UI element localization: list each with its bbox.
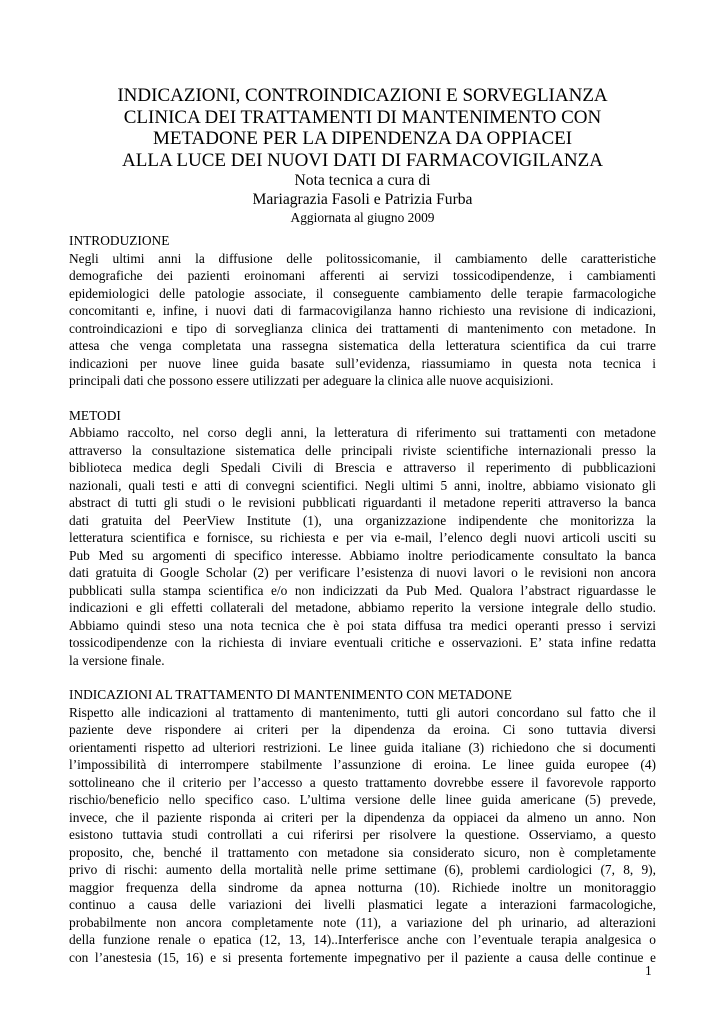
title-line: CLINICA DEI TRATTAMENTI DI MANTENIMENTO CON: [123, 106, 602, 128]
text-line: probabilmente non ancora completamente note (11), a variazione del ph urinario, ad alterazioni: [69, 914, 656, 930]
text-line: l’impossibilità di interrompere stabilmente l’assunzione di eroina. Le linee guida europee (4): [69, 757, 656, 772]
text-line: epidemiologici delle patologie associate, il conseguente cambiamento delle terapie farmacologiche: [69, 285, 656, 301]
text-line: principali dati che possono essere utilizzati per adeguare la clinica alle nuove acquisizioni.: [69, 373, 554, 388]
text-line: con l’anestesia (15, 16) e si presenta fortemente impegnativo per il paziente a causa delle continue e: [69, 949, 656, 965]
text-line: demografiche dei pazienti eroinomani afferenti ai servizi tossicodipendenze, i cambiamenti: [69, 268, 656, 283]
text-line: letteratura scientifica e fornisce, su richiesta e per via e-mail, l’elenco degli nuovi articoli usciti su: [69, 530, 656, 545]
text-line: attesa che venga completata una rassegna sistematica della letteratura scientifica da cui trarre: [69, 338, 656, 353]
page-number: 1: [645, 963, 652, 978]
text-line: proposito, che, benché il trattamento con metadone sia considerato sicuro, non è completamente: [69, 844, 656, 860]
text-line: invece, che il paziente risponda ai criteri per la dipendenza da oppiacei da almeno un anno. Non: [69, 809, 656, 825]
text-line: nazionali, quali testi e atti di convegni scientifici. Negli ultimi 5 anni, inoltre, abbiamo visionato gli: [69, 477, 656, 493]
text-line: maggior frequenza della sindrome da apnea notturna (10). Richiede inoltre un monitoraggio: [69, 879, 656, 895]
document-page: [69, 85, 656, 983]
text-line: Pub Med su argomenti di specifico interesse. Abbiamo inoltre periodicamente consultato la banca: [69, 547, 656, 563]
subtitle-authors: Mariagrazia Fasoli e Patrizia Furba: [252, 191, 473, 208]
text-line: rischio/beneficio nello specifico caso. L’ultima versione delle linee guida americane (5) prevede,: [69, 792, 656, 807]
text-line: concomitanti e, infine, i nuovi dati di farmacovigilanza hanno richiesto una revisione di indicazioni,: [69, 303, 656, 318]
text-line: paziente deve rispondere ai criteri per la dipendenza da eroina. Ci sono tuttavia diversi: [69, 722, 656, 737]
text-line: privo di rischi: aumento della mortalità nelle prime settimane (6), problemi cardiologici (7, 8, 9),: [69, 862, 656, 877]
text-line: Abbiamo raccolto, nel corso degli anni, la letteratura di riferimento sui trattamenti con metadone: [69, 425, 656, 440]
text-line: dati gratuita del PeerView Institute (1), una organizzazione indipendente che monitorizza la: [69, 512, 656, 528]
section-body-metodi: [69, 424, 656, 669]
text-line: indicazioni per nuove linee guida basate sull’evidenza, riassumiamo in questa nota tecnica i: [69, 355, 656, 371]
text-line: abstract di tutti gli studi o le revisioni pubblicati riguardanti il metadone reperiti attraverso la banca: [69, 495, 656, 510]
section-heading-indicazioni: INDICAZIONI AL TRATTAMENTO DI MANTENIMENTO CON METADONE: [69, 687, 512, 702]
text-line: biblioteca medica degli Spedali Civili di Brescia e attraverso il reperimento di pubblicazioni: [69, 460, 656, 475]
text-line: Rispetto alle indicazioni al trattamento di mantenimento, tutti gli autori concordano sul fatto che il: [69, 704, 656, 720]
section-heading-introduzione: INTRODUZIONE: [69, 233, 170, 248]
text-line: esistono tuttavia studi controllati a cui riferirsi per risolvere la questione. Osserviamo, a questo: [69, 827, 656, 842]
text-line: controindicazioni e tipo di sorveglianza clinica dei trattamenti di mantenimento con metadone. In: [69, 320, 656, 336]
text-line: orientamenti rispetto ad ulteriori restrizioni. Le linee guida italiane (3) richiedono che si documenti: [69, 739, 656, 755]
title-line: INDICAZIONI, CONTROINDICAZIONI E SORVEGLIANZA: [117, 85, 608, 106]
section-heading-metodi: METODI: [69, 407, 121, 423]
text-line: sottolineano che il criterio per l’accesso a questo trattamento dovrebbe essere il favorevole rapporto: [69, 774, 656, 790]
text-line: Negli ultimi anni la diffusione delle politossicomanie, il cambiamento delle caratteristiche: [69, 250, 656, 266]
document-title: [69, 85, 656, 171]
subtitle-note: Nota tecnica a cura di: [294, 172, 431, 189]
section-body-introduzione: [69, 250, 656, 390]
text-line: attraverso la consultazione sistematica delle principali riviste scientifiche internazionali presso la: [69, 442, 656, 458]
text-line: indicazioni e gli effetti collaterali del metadone, abbiamo reperito la versione integrale dello studio.: [69, 600, 656, 615]
updated-date: Aggiornata al giugno 2009: [290, 210, 435, 225]
text-line: tossicodipendenze con la richiesta di inviare eventuali critiche e osservazioni. E’ stata infine redatta: [69, 635, 656, 650]
text-line: la versione finale.: [69, 652, 165, 668]
section-body-indicazioni: [69, 704, 656, 967]
title-line: METADONE PER LA DIPENDENZA DA OPPIACEI: [152, 128, 573, 149]
text-line: dati gratuita di Google Scholar (2) per verificare l’esistenza di nuovi lavori o le revisioni non ancora: [69, 565, 656, 580]
title-line: ALLA LUCE DEI NUOVI DATI DI FARMACOVIGILANZA: [122, 149, 603, 171]
text-line: della funzione renale o epatica (12, 13, 14)..Interferisce anche con l’eventuale terapia analgesica o: [69, 932, 656, 947]
text-line: pubblicati sulla stampa scientifica e/o non indicizzati da Pub Med. Qualora l’abstract riguardasse le: [69, 582, 656, 598]
text-line: Abbiamo quindi steso una nota tecnica che è poi stata diffusa tra medici operanti presso i servizi: [69, 617, 656, 633]
text-line: continuo a causa delle variazioni dei livelli plasmatici legate a interazioni farmacologiche,: [69, 897, 656, 912]
